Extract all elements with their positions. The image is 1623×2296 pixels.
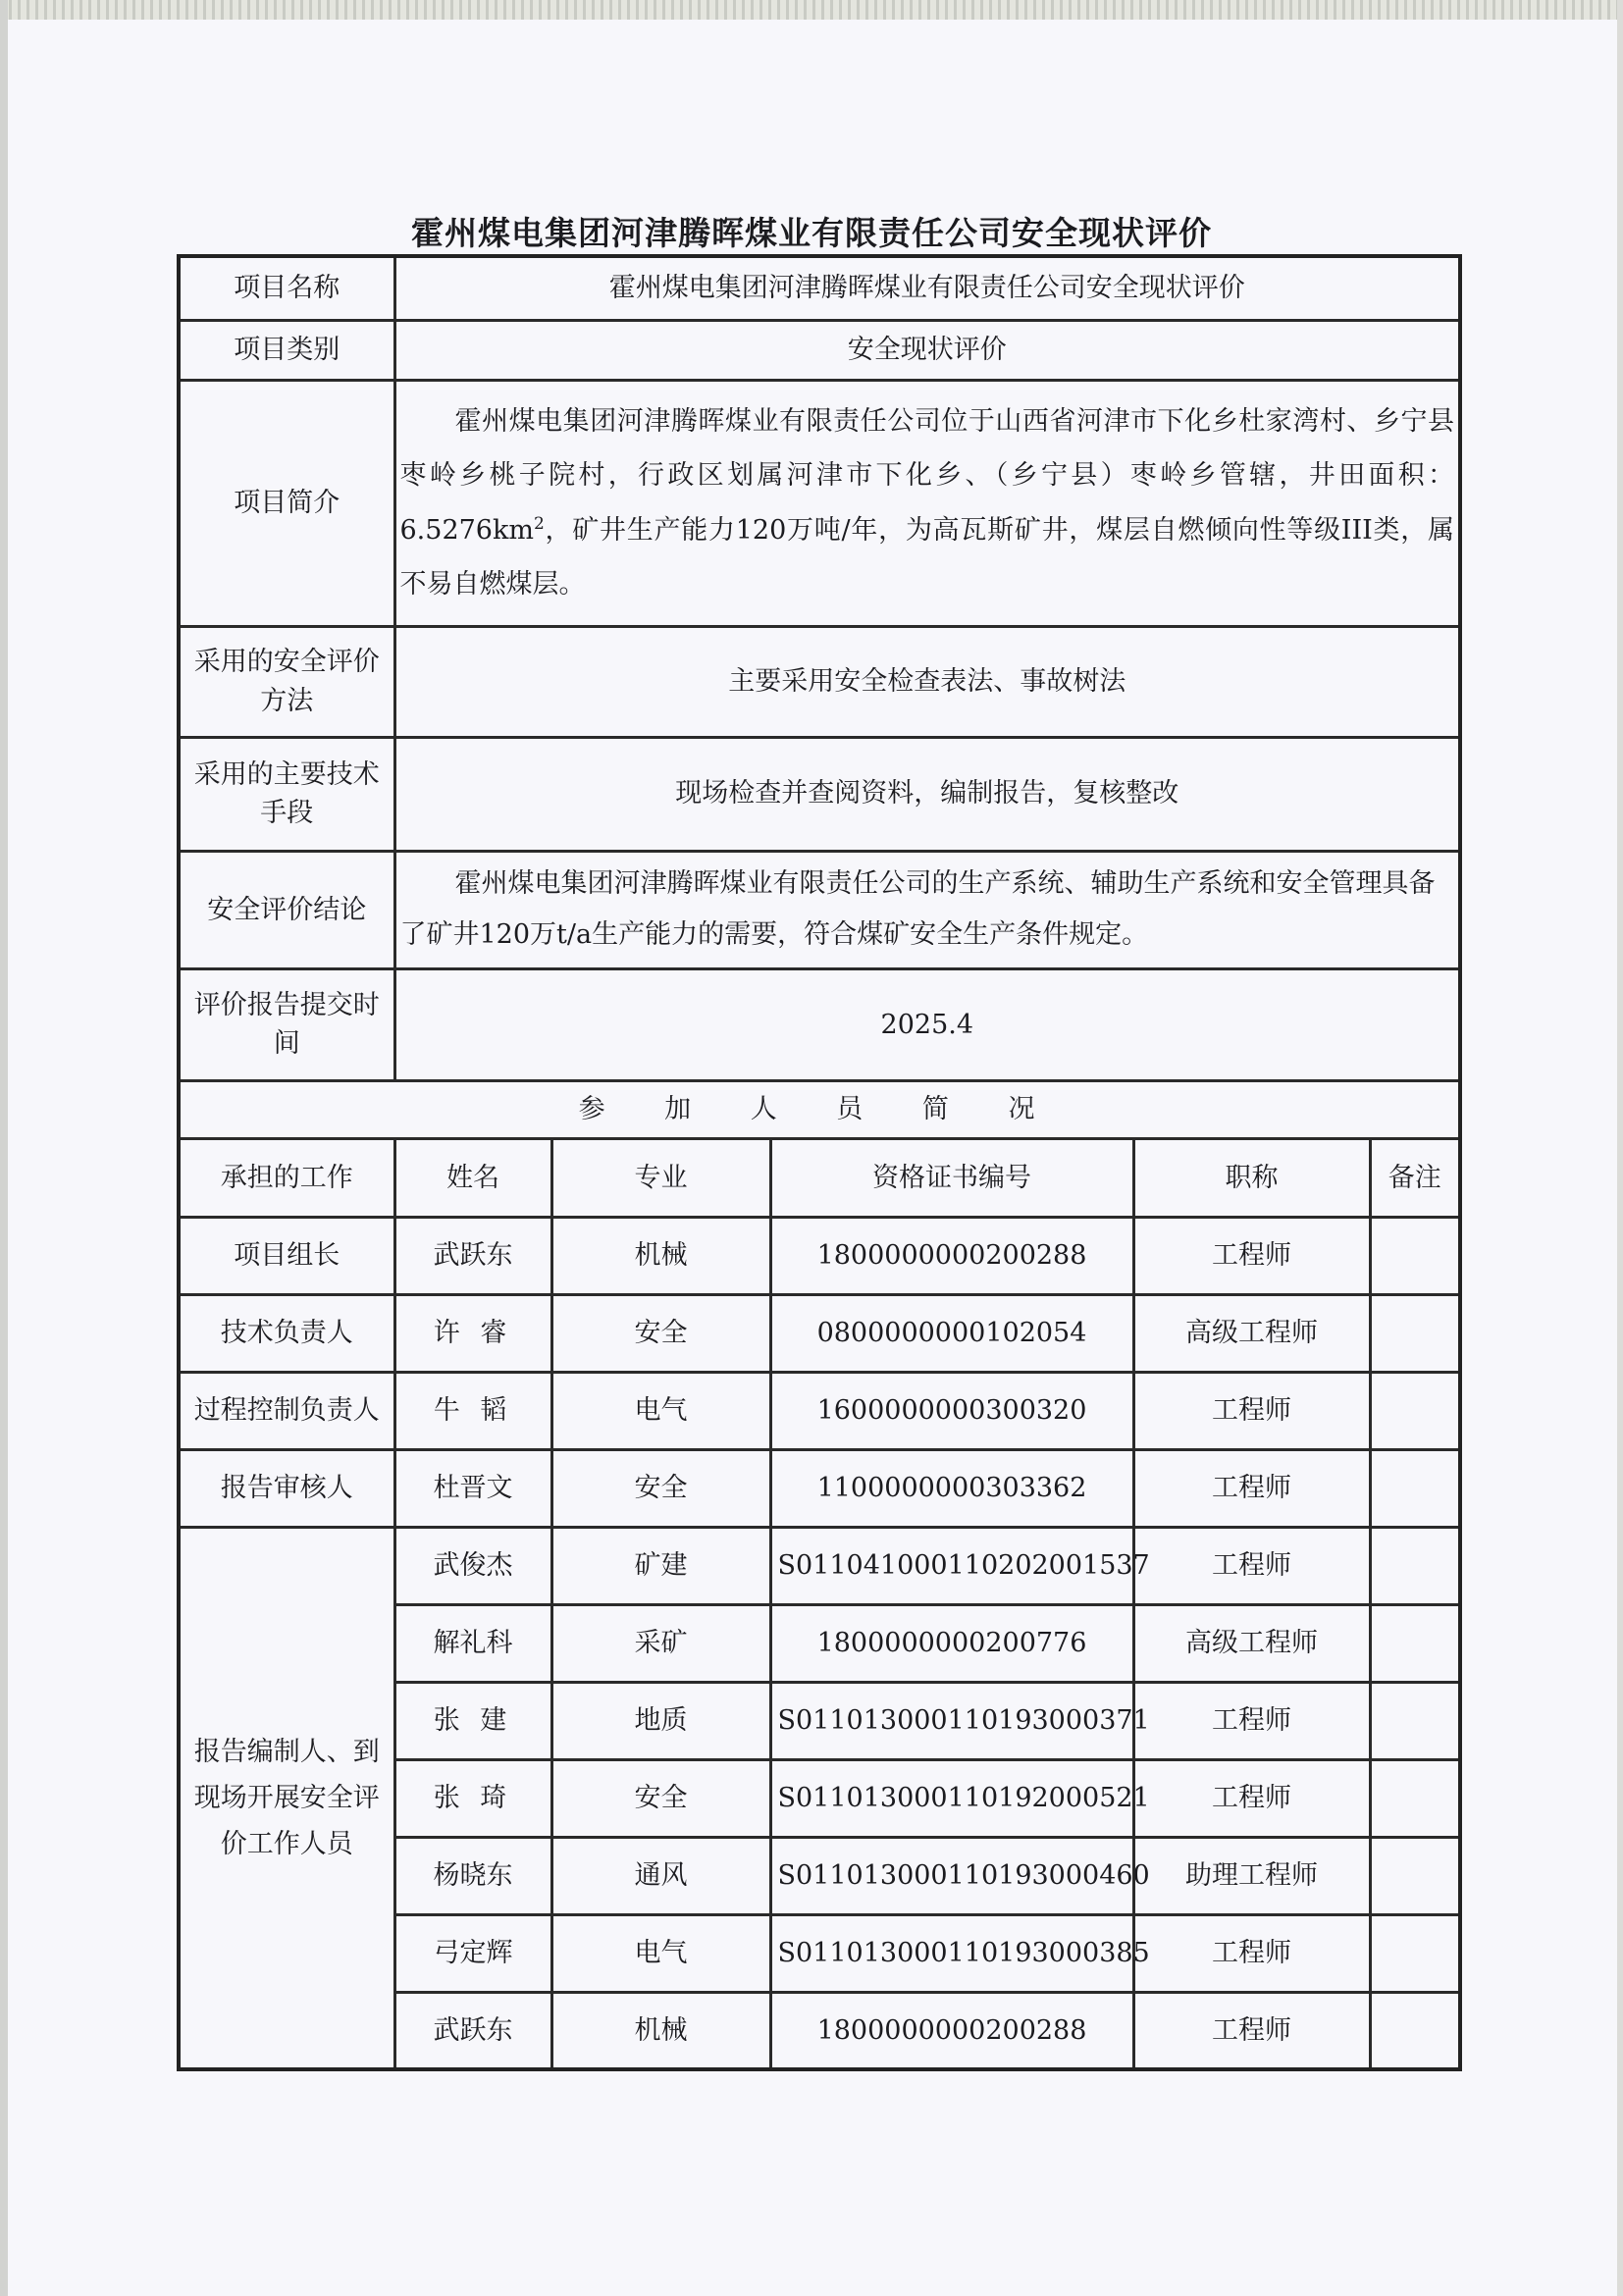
staff-note — [1370, 1294, 1460, 1372]
staff-note — [1370, 1527, 1460, 1604]
staff-cert: 1800000000200288 — [770, 1217, 1133, 1294]
staff-major: 地质 — [551, 1682, 770, 1759]
row-method — [179, 626, 1460, 737]
staff-title: 工程师 — [1133, 1449, 1370, 1527]
staff-row — [179, 1449, 1460, 1527]
row-project-type — [179, 320, 1460, 380]
row-project-name — [179, 256, 1460, 320]
staff-cert: S011013000110192000521 — [770, 1759, 1133, 1837]
staff-title: 助理工程师 — [1133, 1837, 1370, 1914]
staff-name: 弓定辉 — [394, 1914, 551, 1992]
document-title: 霍州煤电集团河津腾晖煤业有限责任公司安全现状评价 — [411, 214, 1212, 252]
field-label: 项目简介 — [179, 380, 394, 626]
summary-superscript: 2 — [533, 513, 545, 534]
submit-time-value: 2025.4 — [394, 968, 1460, 1080]
staff-major: 矿建 — [551, 1527, 770, 1604]
staff-note — [1370, 1759, 1460, 1837]
staff-major: 机械 — [551, 1217, 770, 1294]
staff-title: 高级工程师 — [1133, 1294, 1370, 1372]
row-technique — [179, 737, 1460, 851]
summary-text: ，矿井生产能力120万吨/年，为高瓦斯矿井，煤层自燃倾向性等级III类，属不易自燃煤层。 — [399, 514, 1455, 600]
column-header: 资格证书编号 — [770, 1138, 1133, 1217]
staff-role: 项目组长 — [179, 1217, 394, 1294]
staff-note — [1370, 1217, 1460, 1294]
column-header: 姓名 — [394, 1138, 551, 1217]
field-label: 评价报告提交时间 — [179, 968, 394, 1080]
project-summary-value — [394, 380, 1460, 626]
staff-title: 工程师 — [1133, 1992, 1370, 2069]
column-header: 备注 — [1370, 1138, 1460, 1217]
staff-cert: S011041000110202001537 — [770, 1527, 1133, 1604]
staff-title: 工程师 — [1133, 1682, 1370, 1759]
staff-name: 武俊杰 — [394, 1527, 551, 1604]
staff-major: 电气 — [551, 1914, 770, 1992]
group-role: 报告编制人、到现场开展安全评价工作人员 — [179, 1527, 394, 2069]
staff-section-title: 参 加 人 员 简 况 — [179, 1080, 1460, 1138]
project-name-value: 霍州煤电集团河津腾晖煤业有限责任公司安全现状评价 — [394, 256, 1460, 320]
staff-cert: 1800000000200288 — [770, 1992, 1133, 2069]
field-label: 采用的主要技术手段 — [179, 737, 394, 851]
staff-major: 安全 — [551, 1294, 770, 1372]
column-header: 承担的工作 — [179, 1138, 394, 1217]
staff-note — [1370, 1914, 1460, 1992]
staff-major: 安全 — [551, 1759, 770, 1837]
scan-edge — [0, 0, 8, 2296]
staff-cert: S011013000110193000385 — [770, 1914, 1133, 1992]
staff-major: 安全 — [551, 1449, 770, 1527]
row-project-summary — [179, 380, 1460, 626]
staff-note — [1370, 1372, 1460, 1449]
scan-edge — [0, 0, 1623, 20]
staff-name: 牛 韬 — [394, 1372, 551, 1449]
staff-title: 工程师 — [1133, 1527, 1370, 1604]
staff-name: 解礼科 — [394, 1604, 551, 1682]
staff-title: 工程师 — [1133, 1372, 1370, 1449]
staff-name: 张 琦 — [394, 1759, 551, 1837]
staff-cert: 1100000000303362 — [770, 1449, 1133, 1527]
staff-cert: S011013000110193000371 — [770, 1682, 1133, 1759]
staff-major: 电气 — [551, 1372, 770, 1449]
staff-role: 报告审核人 — [179, 1449, 394, 1527]
technique-value: 现场检查并查阅资料，编制报告，复核整改 — [394, 737, 1460, 851]
staff-name: 杨晓东 — [394, 1837, 551, 1914]
method-value: 主要采用安全检查表法、事故树法 — [394, 626, 1460, 737]
row-conclusion — [179, 851, 1460, 968]
staff-note — [1370, 1837, 1460, 1914]
staff-major: 通风 — [551, 1837, 770, 1914]
staff-note — [1370, 1682, 1460, 1759]
staff-row — [179, 1372, 1460, 1449]
staff-role: 过程控制负责人 — [179, 1372, 394, 1449]
staff-major: 机械 — [551, 1992, 770, 2069]
staff-title: 工程师 — [1133, 1914, 1370, 1992]
staff-name: 杜晋文 — [394, 1449, 551, 1527]
project-type-value: 安全现状评价 — [394, 320, 1460, 380]
field-label: 采用的安全评价方法 — [179, 626, 394, 737]
staff-section-header — [179, 1080, 1460, 1138]
staff-name: 许 睿 — [394, 1294, 551, 1372]
staff-name: 武跃东 — [394, 1992, 551, 2069]
staff-header-row — [179, 1138, 1460, 1217]
staff-note — [1370, 1449, 1460, 1527]
staff-row — [179, 1527, 1460, 1604]
staff-note — [1370, 1604, 1460, 1682]
field-label: 安全评价结论 — [179, 851, 394, 968]
staff-row — [179, 1294, 1460, 1372]
conclusion-value: 霍州煤电集团河津腾晖煤业有限责任公司的生产系统、辅助生产系统和安全管理具备了矿井120万t/a生产能力的需要，符合煤矿安全生产条件规定。 — [394, 851, 1460, 968]
staff-role: 技术负责人 — [179, 1294, 394, 1372]
column-header: 专业 — [551, 1138, 770, 1217]
staff-cert: 0800000000102054 — [770, 1294, 1133, 1372]
staff-name: 武跃东 — [394, 1217, 551, 1294]
staff-title: 工程师 — [1133, 1217, 1370, 1294]
project-info-table — [177, 254, 1462, 2071]
staff-major: 采矿 — [551, 1604, 770, 1682]
staff-title: 高级工程师 — [1133, 1604, 1370, 1682]
staff-row — [179, 1217, 1460, 1294]
staff-cert: 1800000000200776 — [770, 1604, 1133, 1682]
staff-note — [1370, 1992, 1460, 2069]
column-header: 职称 — [1133, 1138, 1370, 1217]
row-submit-time — [179, 968, 1460, 1080]
staff-name: 张 建 — [394, 1682, 551, 1759]
scan-edge — [1617, 0, 1623, 2296]
staff-title: 工程师 — [1133, 1759, 1370, 1837]
summary-text: 霍州煤电集团河津腾晖煤业有限责任公司位于山西省河津市下化乡杜家湾村、乡宁县枣岭乡桃子院村，行政区划属河津市下化乡、（乡宁县）枣岭乡管辖，井田面积：6.5276km — [399, 405, 1455, 546]
field-label: 项目类别 — [179, 320, 394, 380]
staff-cert: S011013000110193000460 — [770, 1837, 1133, 1914]
staff-cert: 1600000000300320 — [770, 1372, 1133, 1449]
field-label: 项目名称 — [179, 256, 394, 320]
